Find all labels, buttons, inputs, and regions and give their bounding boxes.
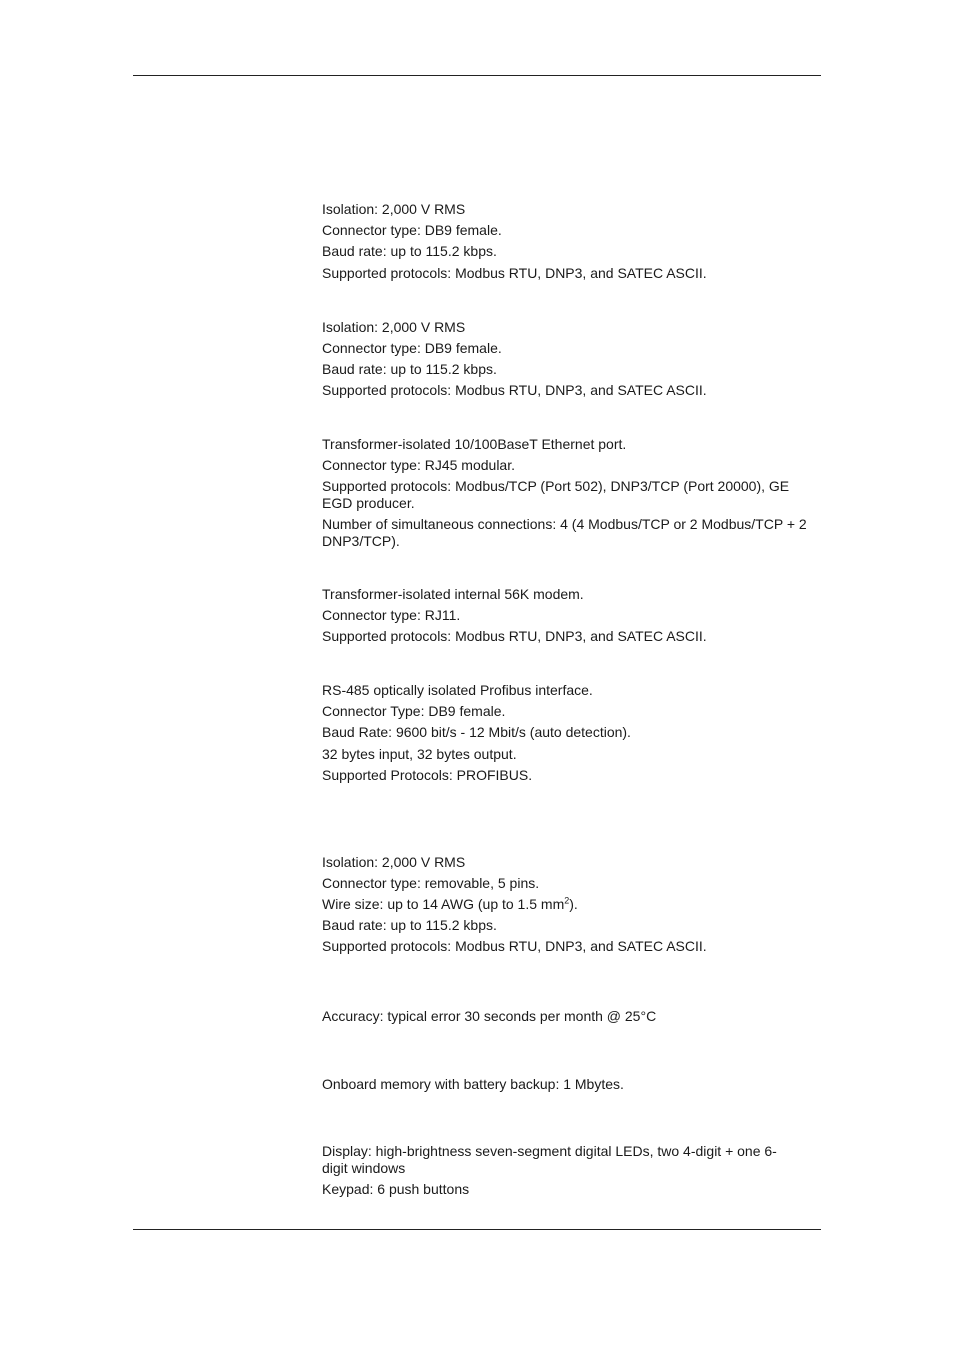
profibus-protocols: Supported Protocols: PROFIBUS. [322,767,533,783]
com3-connector: Connector type: removable, 5 pins. [322,875,540,891]
com1-connector: Connector type: DB9 female. [322,222,502,238]
wire-size-suffix: ). [569,896,578,912]
modem-description: Transformer-isolated internal 56K modem. [322,586,584,602]
com2-connector: Connector type: DB9 female. [322,340,502,356]
profibus-interface: RS-485 optically isolated Profibus interface. [322,682,593,698]
com3-isolation: Isolation: 2,000 V RMS [322,854,466,870]
com1-baud-rate: Baud rate: up to 115.2 kbps. [322,243,497,259]
profibus-baud-rate: Baud Rate: 9600 bit/s - 12 Mbit/s (auto detection). [322,724,631,740]
com3-wire-size [322,896,817,913]
wire-size-text: Wire size: up to 14 AWG (up to 1.5 mm [322,896,565,912]
modem-connector: Connector type: RJ11. [322,607,461,623]
com3-baud-rate: Baud rate: up to 115.2 kbps. [322,917,497,933]
header-rule [133,75,821,76]
keypad-description: Keypad: 6 push buttons [322,1181,470,1197]
modem-protocols: Supported protocols: Modbus RTU, DNP3, and SATEC ASCII. [322,628,707,644]
profibus-io-size: 32 bytes input, 32 bytes output. [322,746,517,762]
ethernet-port: Transformer-isolated 10/100BaseT Ethernet port. [322,436,627,452]
com1-protocols: Supported protocols: Modbus RTU, DNP3, and SATEC ASCII. [322,265,707,281]
com2-protocols: Supported protocols: Modbus RTU, DNP3, and SATEC ASCII. [322,382,707,398]
footer-rule [133,1229,821,1230]
ethernet-protocols: Supported protocols: Modbus/TCP (Port 502), DNP3/TCP (Port 20000), GE EGD producer. [322,478,790,511]
ethernet-connections: Number of simultaneous connections: 4 (4 Modbus/TCP or 2 Modbus/TCP + 2 DNP3/TCP). [322,516,807,549]
ethernet-connector: Connector type: RJ45 modular. [322,457,515,473]
wire-size-superscript: 2 [564,895,570,906]
profibus-connector: Connector Type: DB9 female. [322,703,506,719]
com3-protocols: Supported protocols: Modbus RTU, DNP3, and SATEC ASCII. [322,938,707,954]
memory-onboard: Onboard memory with battery backup: 1 Mbytes. [322,1076,624,1092]
clock-accuracy: Accuracy: typical error 30 seconds per month @ 25°C [322,1008,657,1024]
com2-baud-rate: Baud rate: up to 115.2 kbps. [322,361,497,377]
com1-isolation: Isolation: 2,000 V RMS [322,201,466,217]
com2-isolation: Isolation: 2,000 V RMS [322,319,466,335]
display-description: Display: high-brightness seven-segment digital LEDs, two 4-digit + one 6-digit windows [322,1143,777,1176]
